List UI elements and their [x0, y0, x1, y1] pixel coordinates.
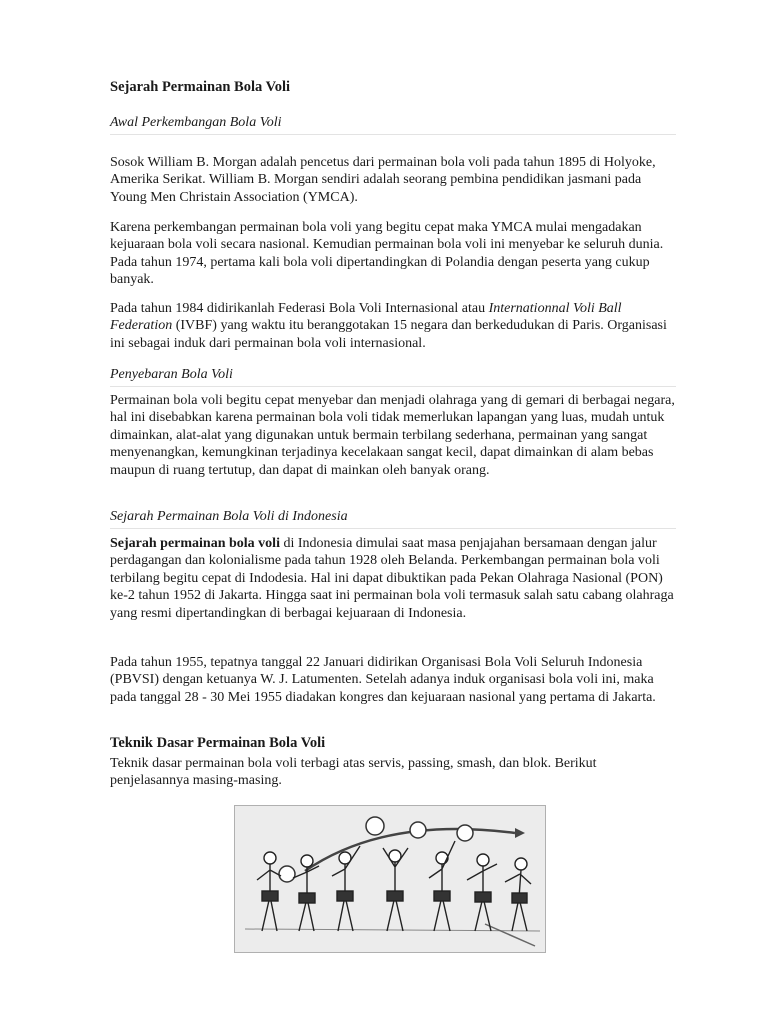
section-heading-awal: Awal Perkembangan Bola Voli [110, 115, 676, 131]
paragraph-awal-3-start: Pada tahun 1984 didirikanlah Federasi Bola Voli Internasional atau [110, 301, 489, 316]
section-heading-indonesia: Sejarah Permainan Bola Voli di Indonesia [110, 509, 676, 525]
section-heading-teknik: Teknik Dasar Permainan Bola Voli [110, 735, 326, 751]
section-heading-penyebaran: Penyebaran Bola Voli [110, 367, 676, 383]
paragraph-awal-2: Karena perkembangan permainan bola voli yang begitu cepat maka YMCA mulai mengadakan kejuaraan bola voli secara nasional. Kemudian permainan bola voli ini menyebar ke seluruh dunia. Pada tahun 1974, pertama kali bola voli dipertandingkan di Polandia dengan peserta yang cukup banyak. [110, 220, 664, 288]
paragraph-awal-3-end: (IVBF) yang waktu itu beranggotakan 15 negara dan berkedudukan di Paris. Organisasi ini sebagai induk dari permainan bola voli internasional. [110, 318, 667, 351]
ball-icon [410, 822, 426, 838]
ball-icon [366, 817, 384, 835]
paragraph-awal-3 [110, 300, 676, 352]
paragraph-indonesia-1-bold: Sejarah permainan bola voli [110, 536, 280, 551]
players-drawing [235, 806, 545, 952]
document-title: Sejarah Permainan Bola Voli [110, 79, 291, 95]
ball-icon [279, 866, 295, 882]
paragraph-indonesia-1-rest: di Indonesia dimulai saat masa penjajahan bersamaan dengan jalur perdagangan dan kolonialisme pada tahun 1928 oleh Belanda. Perkembangan permainan bola voli terbilang begitu cepat di Indodesia. Hal ini dapat dibuktikan pada Pekan Olahraga Nasional (PON) ke-2 tahun 1952 di Jakarta. Hingga saat ini permainan bola voli termasuk salah satu cabang olahraga yang resmi dipertandingkan di berbagai kejuaraan di Indonesia. [110, 536, 674, 621]
paragraph-penyebaran-1: Permainan bola voli begitu cepat menyebar dan menjadi olahraga yang di gemari di berbagai negara, hal ini disebabkan karena permainan bola voli tidak memerlukan lapangan yang luas, mudah untuk dimainkan, alat-alat yang digunakan untuk bermain terbilang sederhana, permainan yang sangat menyenangkan, kemungkinan terjadinya kecelakaan sangat kecil, dapat dimainkan di alam bebas maupun di ruang tertutup, dan dapat di mainkan oleh banyak orang. [110, 393, 675, 478]
paragraph-indonesia-2: Pada tahun 1955, tepatnya tanggal 22 Januari didirikan Organisasi Bola Voli Seluruh Indonesia (PBVSI) dengan ketuanya W. J. Latumenten. Setelah adanya induk organisasi bola voli ini, maka pada tanggal 28 - 30 Mei 1955 diadakan kongres dan kejuaraan nasional yang pertama di Jakarta. [110, 655, 656, 705]
paragraph-indonesia-1 [110, 535, 676, 622]
paragraph-awal-1: Sosok William B. Morgan adalah pencetus dari permainan bola voli pada tahun 1895 di Holyoke, Amerika Serikat. William B. Morgan sendiri adalah seorang pembina pendidikan jasmani pada Young Men Christain Association (YMCA). [110, 155, 656, 205]
paragraph-teknik-1: Teknik dasar permainan bola voli terbagi atas servis, passing, smash, dan blok. Berikut penjelasannya masing-masing. [110, 756, 597, 789]
volleyball-technique-illustration [234, 805, 546, 953]
paragraph-awal-3-italic: Internationnal Voli Ball Federation [110, 301, 622, 334]
ball-icon [457, 825, 473, 841]
